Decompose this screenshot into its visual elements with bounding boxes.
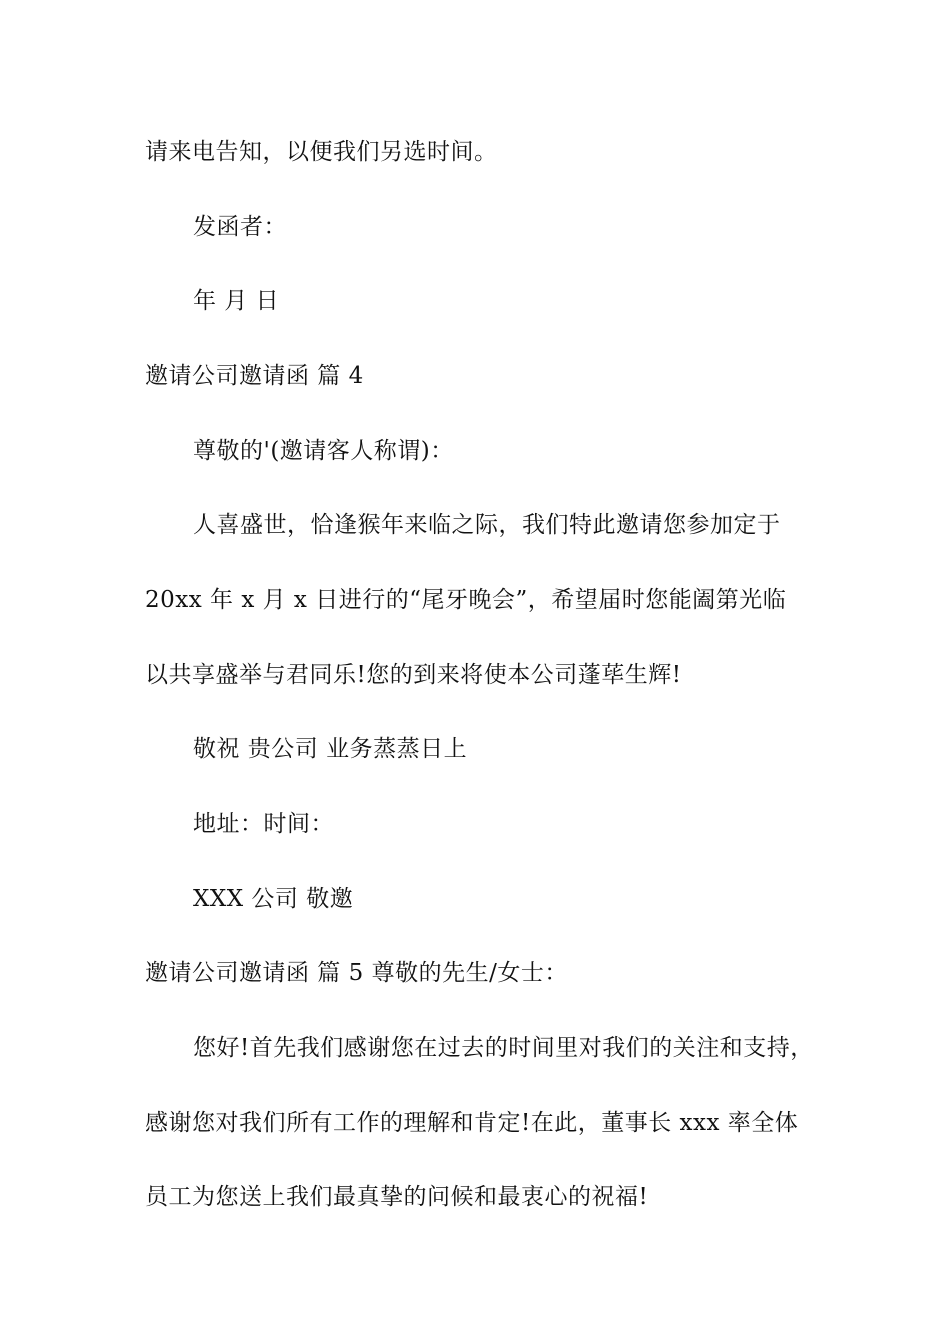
section-heading-4: 邀请公司邀请函 篇 4 [145,363,364,389]
paragraph-text: 以共享盛举与君同乐!您的到来将使本公司蓬荜生辉! [145,662,682,688]
closing-wish: 敬祝 贵公司 业务蒸蒸日上 [193,736,468,762]
salutation: 尊敬的'(邀请客人称谓)： [193,438,454,464]
paragraph-text: 感谢您对我们所有工作的理解和肯定!在此，董事长 xxx 率全体 [145,1110,799,1136]
paragraph-text: 人喜盛世，恰逢猴年来临之际，我们特此邀请您参加定于 [193,512,781,538]
paragraph-text: 您好!首先我们感谢您在过去的时间里对我们的关注和支持， [193,1035,814,1061]
paragraph-text: 20xx 年 x 月 x 日进行的“尾牙晚会”，希望届时您能阖第光临 [145,587,787,613]
paragraph-text: 员工为您送上我们最真挚的问候和最衷心的祝福! [145,1184,649,1210]
section-heading-5: 邀请公司邀请函 篇 5 尊敬的先生/女士： [145,960,568,986]
signature-line: XXX 公司 敬邀 [193,886,354,912]
address-time-line: 地址：时间： [193,811,334,837]
sender-label: 发函者： [193,214,287,240]
paragraph-text: 请来电告知，以便我们另选时间。 [145,139,498,165]
date-line: 年 月 日 [193,288,280,314]
